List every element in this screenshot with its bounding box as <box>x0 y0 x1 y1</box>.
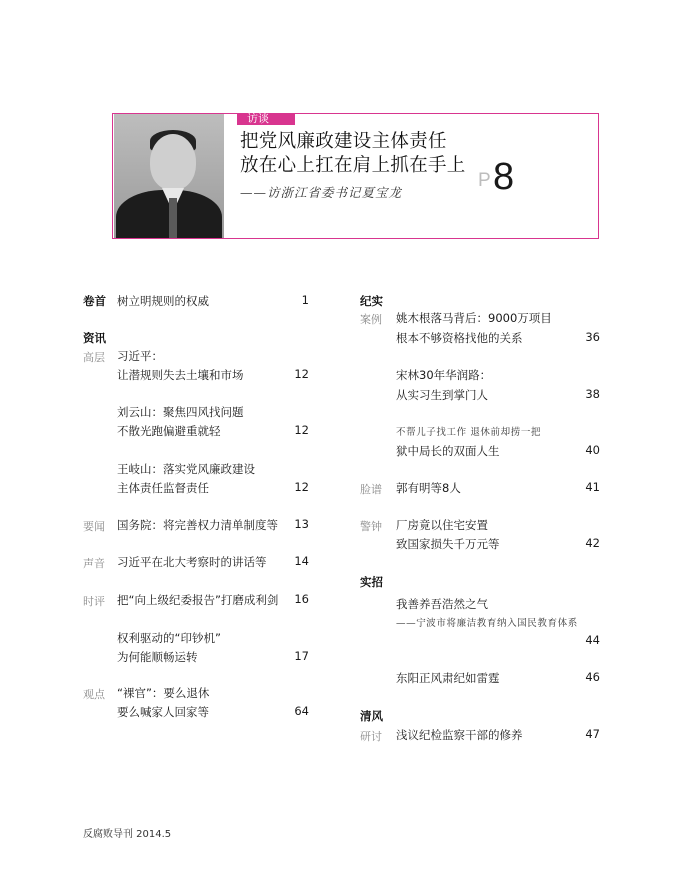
category-anli: 案例 <box>360 313 382 326</box>
category-yaowen: 要闻 <box>83 520 105 533</box>
category-lianpu: 脸谱 <box>360 483 382 496</box>
toc-item-line2[interactable]: 为何能顺畅运转 <box>117 650 198 664</box>
portrait-tie <box>169 198 177 238</box>
toc-item-line1[interactable]: “裸官”：要么退休 <box>117 686 210 700</box>
section-zixun: 资讯 <box>83 331 106 345</box>
section-jishi: 纪实 <box>360 294 383 308</box>
toc-item-line2[interactable]: 主体责任监督责任 <box>117 481 209 495</box>
toc-item-page: 14 <box>294 554 309 568</box>
category-shiping: 时评 <box>83 595 105 608</box>
toc-item-page: 12 <box>294 423 309 437</box>
toc-item-line1[interactable]: 厂房竟以住宅安置 <box>396 518 488 532</box>
toc-item-page: 1 <box>301 293 309 307</box>
feature-tag: 访谈 <box>237 113 295 125</box>
toc-item-line1[interactable]: 刘云山：聚焦四风找问题 <box>117 405 244 419</box>
toc-item-subtitle: ——宁波市将廉洁教育纳入国民教育体系 <box>396 618 578 629</box>
category-shengyin: 声音 <box>83 557 105 570</box>
toc-item-kicker: 不帮儿子找工作 退休前却捞一把 <box>396 427 542 438</box>
toc-item-title[interactable]: 树立明规则的权威 <box>117 294 209 308</box>
toc-item-page: 17 <box>294 649 309 663</box>
toc-item-title[interactable]: 习近平在北大考察时的讲话等 <box>117 555 267 569</box>
toc-item-page: 36 <box>585 330 600 344</box>
toc-item-title[interactable]: 浅议纪检监察干部的修养 <box>396 728 523 742</box>
toc-item-line2[interactable]: 根本不够资格找他的关系 <box>396 331 523 345</box>
section-shizhao: 实招 <box>360 575 383 589</box>
toc-item-line2[interactable]: 让潜规则失去土壤和市场 <box>117 368 244 382</box>
toc-item-page: 13 <box>294 517 309 531</box>
toc-item-line1[interactable]: 权利驱动的“印钞机” <box>117 631 221 645</box>
portrait-photo <box>114 114 224 238</box>
toc-item-title[interactable]: 狱中局长的双面人生 <box>396 444 500 458</box>
toc-item-page: 42 <box>585 536 600 550</box>
category-jingzhong: 警钟 <box>360 520 382 533</box>
toc-item-line2[interactable]: 从实习生到掌门人 <box>396 388 488 402</box>
toc-item-page: 64 <box>294 704 309 718</box>
feature-page-number: 8 <box>493 156 515 198</box>
section-qingfeng: 清风 <box>360 709 383 723</box>
toc-item-title[interactable]: 郭有明等8人 <box>396 481 461 495</box>
toc-item-title[interactable]: 东阳正风肃纪如雷霆 <box>396 671 500 685</box>
toc-item-page: 41 <box>585 480 600 494</box>
toc-item-line1[interactable]: 王岐山：落实党风廉政建设 <box>117 462 255 476</box>
toc-item-page: 44 <box>585 633 600 647</box>
toc-item-line1[interactable]: 姚木根落马背后：9000万项目 <box>396 311 552 325</box>
toc-item-page: 46 <box>585 670 600 684</box>
section-juanshou: 卷首 <box>83 294 106 308</box>
toc-item-page: 16 <box>294 592 309 606</box>
toc-item-line1[interactable]: 习近平： <box>117 349 163 363</box>
category-gaoceng: 高层 <box>83 351 105 364</box>
toc-item-line1[interactable]: 宋林30年华润路： <box>396 368 492 382</box>
feature-title-line1[interactable]: 把党风廉政建设主体责任 <box>240 131 447 152</box>
toc-item-page: 47 <box>585 727 600 741</box>
toc-item-page: 40 <box>585 443 600 457</box>
category-yantao: 研讨 <box>360 730 382 743</box>
portrait-face <box>150 134 196 190</box>
page-footer: 反腐败导刊 2014.5 <box>83 829 172 840</box>
toc-item-line1[interactable]: 我善养吾浩然之气 <box>396 597 488 611</box>
category-guandian: 观点 <box>83 688 105 701</box>
toc-item-title[interactable]: 国务院：将完善权力清单制度等 <box>117 518 278 532</box>
toc-item-title[interactable]: 把“向上级纪委报告”打磨成利剑 <box>117 593 279 607</box>
feature-subtitle: ——访浙江省委书记夏宝龙 <box>240 185 403 200</box>
toc-item-page: 12 <box>294 367 309 381</box>
toc-item-page: 38 <box>585 387 600 401</box>
feature-page-prefix: P <box>478 170 491 191</box>
toc-item-line2[interactable]: 致国家损失千万元等 <box>396 537 500 551</box>
toc-item-line2[interactable]: 要么喊家人回家等 <box>117 705 209 719</box>
feature-title-line2[interactable]: 放在心上扛在肩上抓在手上 <box>240 155 466 176</box>
toc-item-page: 12 <box>294 480 309 494</box>
toc-item-line2[interactable]: 不散光跑偏避重就轻 <box>117 424 221 438</box>
